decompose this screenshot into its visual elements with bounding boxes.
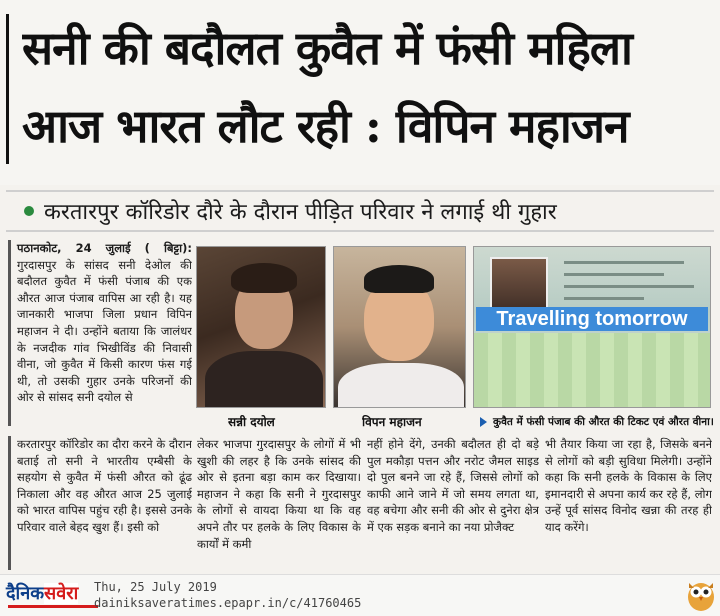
triangle-pointer-icon [480, 417, 487, 427]
headline-line-2: आज भारत लौट रही : विपिन महाजन [22, 99, 629, 153]
ticket-strip [474, 333, 711, 408]
caption-ticket [480, 412, 716, 432]
photo-vipin-mahajan [333, 246, 466, 408]
subheadline-text: करतारपुर कॉरिडोर दौरे के दौरान पीड़ित परिवार ने लगाई थी गुहार [44, 200, 557, 225]
photo-figure [205, 351, 323, 408]
photo-passport-ticket [473, 246, 711, 408]
article-intro [8, 240, 192, 426]
photo-sunny-deol [196, 246, 326, 408]
owl-icon [686, 578, 716, 612]
photo-figure [338, 363, 464, 408]
headline-line-1: सनी की बदौलत कुवैत में फंसी महिला [22, 21, 632, 75]
footer [0, 574, 720, 616]
article-column-2: लेकर भाजपा गुरदासपुर के लोगों में भी खुशी की लहर है कि उनके सांसद की ओर से इतना बड़ा काम कर दिखाया। महाजन ने कहा कि सनी ने गुरदासपुर के लोगों से वायदा किया था कि वह अपने तौर पर हलके के लिए विकास के कार्यों में कमी [197, 437, 361, 551]
photo-hair [364, 265, 434, 293]
publication-date: Thu, 25 July 2019 [94, 580, 217, 594]
article-column-3: नहीं होने देंगे, उनकी बदौलत ही दो बड़े पुल मकौड़ा पत्तन और नरोट जैमल साइड दो पुल बनने जा रहे हैं, जिससे लोगों को काफी आने जाने में जो समय लगता था, वह बचेगा और सनी की ओर से दुनेरा क्षेत्र में एक सड़क बनाने का नया प्रोजैक्ट [367, 437, 539, 534]
epaper-info [94, 579, 361, 611]
logo-part-1: दैनिक [6, 583, 45, 604]
travelling-overlay: Travelling tomorrow [476, 307, 708, 331]
bullet-icon [24, 206, 34, 216]
headline-block [0, 0, 720, 185]
article-column-4: भी तैयार किया जा रहा है, जिसके बनने से लोगों को बड़ी सुविधा मिलेगी। उन्होंने कहा कि सनी हलके के विकास के लिए इमानदारी से अपना कार्य कर रहे हैं, लोग उन्हें पूर्व सांसद विनोद खन्ना की तरह ही याद करेंगे। [545, 437, 712, 534]
intro-text: गुरदासपुर के सांसद सनी देओल की बदौलत कुवैत में फंसी पंजाब की एक औरत आज पंजाब वापिस आ रही है। यह जानकारी भाजपा जिला प्रधान विपिन महाजन ने दी। उन्होंने बताया कि जालंधर के नजदीक गांव भिखीविंड की निवासी वीना, जो कुवैत में किसी कारण फंस गई थी, तो उसकी गुहार उनके परिजनों की ओर से सांसद सनी दयोल से [17, 257, 192, 405]
logo-part-2: सवेरा [44, 583, 79, 604]
headline-rule [6, 14, 9, 164]
caption-vipin-mahajan: विपन महाजन [362, 415, 422, 429]
passport-line [564, 261, 684, 264]
epaper-link[interactable]: dainiksaveratimes.epapr.in/c/41760465 [94, 596, 362, 610]
passport-line [564, 297, 644, 300]
newspaper-logo [6, 581, 90, 611]
subheadline [6, 190, 714, 232]
logo-underline [8, 605, 98, 608]
caption-ticket-text: कुवैत में फंसी पंजाब की औरत की टिकट एवं औरत वीना। [493, 416, 714, 428]
passport-line [564, 273, 664, 276]
photo-hair [231, 263, 297, 293]
article-column-1: करतारपुर कॉरिडोर का दौरा करने के दौरान बताई तो सनी ने भारतीय एम्बैसी के सहयोग से कुवैत में फंसी औरत को ढूंढ निकाला और वह औरत आज 25 जुलाई को भारत वापिस पहुंच रही है। इससे उनके परिवार वाले बेहद खुश हैं। इसी को [8, 436, 192, 570]
caption-sunny-deol: सन्नी दयोल [228, 415, 275, 429]
dateline: पठानकोट, 24 जुलाई ( बिट्टा): [17, 241, 192, 255]
passport-line [564, 285, 694, 288]
